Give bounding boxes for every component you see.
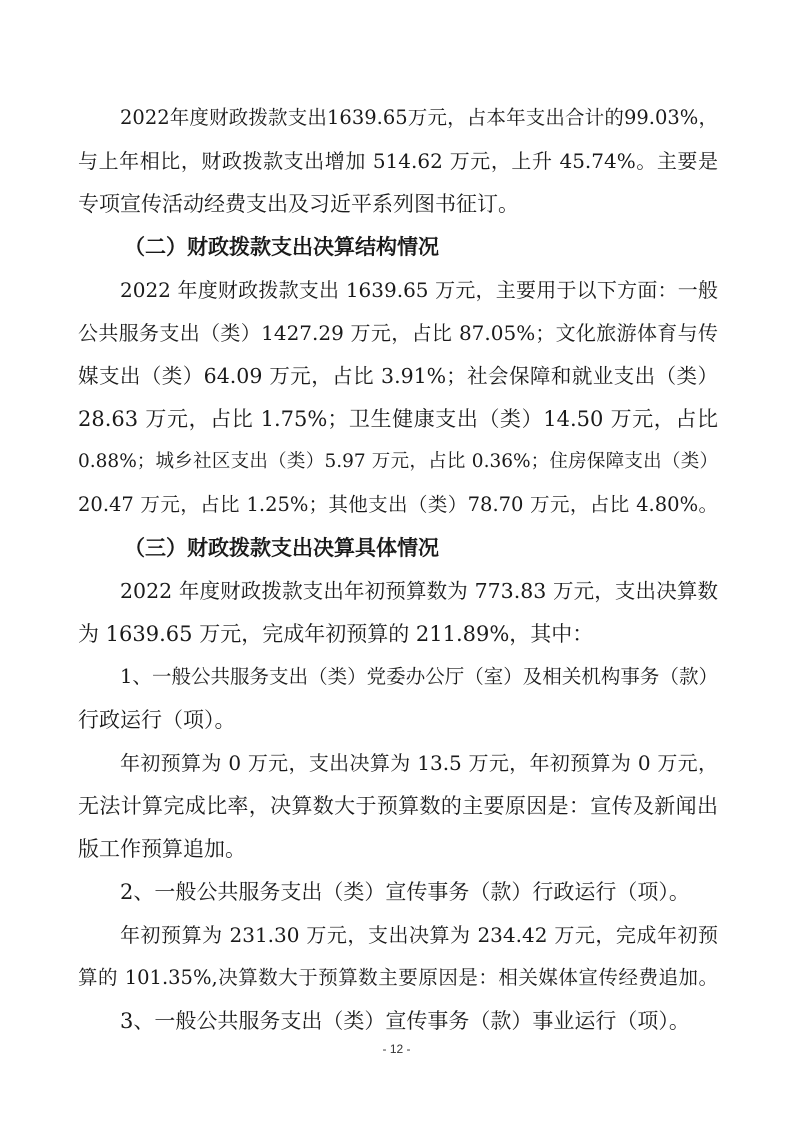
paragraph-line: 媒支出（类）64.09 万元，占比 3.91%；社会保障和就业支出（类）: [78, 364, 718, 388]
paragraph-line: 1、一般公共服务支出（类）党委办公厅（室）及相关机构事务（款）: [120, 665, 718, 688]
section-heading: （二）财政拨款支出决算结构情况: [124, 235, 439, 259]
paragraph-line: 2、一般公共服务支出（类）宣传事务（款）行政运行（项）。: [120, 880, 690, 904]
paragraph-line: 专项宣传活动经费支出及习近平系列图书征订。: [78, 192, 519, 216]
paragraph-line: 2022年度财政拨款支出1639.65万元，占本年支出合计的99.03%，: [120, 106, 718, 129]
paragraph-line: 公共服务支出（类）1427.29 万元，占比 87.05%；文化旅游体育与传: [78, 321, 718, 345]
paragraph-line: 20.47 万元，占比 1.25%；其他支出（类）78.70 万元，占比 4.80%。: [78, 493, 718, 516]
paragraph-line: 为 1639.65 万元，完成年初预算的 211.89%，其中：: [78, 622, 594, 646]
paragraph-line: 算的 101.35%,决算数大于预算数主要原因是：相关媒体宣传经费追加。: [78, 966, 718, 989]
paragraph-line: 3、一般公共服务支出（类）宣传事务（款）事业运行（项）。: [120, 1009, 690, 1033]
paragraph-line: 0.88%；城乡社区支出（类）5.97 万元，占比 0.36%；住房保障支出（类）: [78, 451, 718, 472]
paragraph-line: 2022 年度财政拨款支出 1639.65 万元，主要用于以下方面：一般: [120, 278, 718, 302]
paragraph-line: 年初预算为 231.30 万元，支出决算为 234.42 万元，完成年初预: [120, 923, 718, 947]
page-number: - 12 -: [382, 1042, 411, 1056]
paragraph-line: 与上年相比，财政拨款支出增加 514.62 万元，上升 45.74%。主要是: [78, 149, 718, 173]
paragraph-line: 2022 年度财政拨款支出年初预算数为 773.83 万元，支出决算数: [120, 579, 718, 603]
paragraph-line: 版工作预算追加。: [78, 837, 246, 861]
paragraph-line: 行政运行（项）。: [78, 708, 236, 732]
paragraph-line: 28.63 万元，占比 1.75%；卫生健康支出（类）14.50 万元，占比: [78, 407, 718, 431]
section-heading: （三）财政拨款支出决算具体情况: [124, 536, 439, 560]
paragraph-line: 年初预算为 0 万元，支出决算为 13.5 万元，年初预算为 0 万元，: [120, 751, 718, 775]
paragraph-line: 无法计算完成比率，决算数大于预算数的主要原因是：宣传及新闻出: [78, 794, 718, 818]
